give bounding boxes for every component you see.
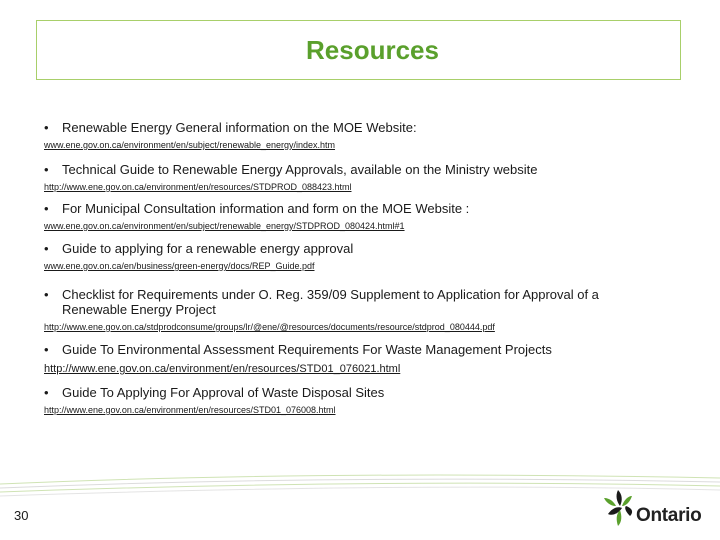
bullet: • (44, 120, 49, 135)
bullet: • (44, 342, 49, 357)
resource-item-2 (44, 162, 537, 192)
ontario-logo-text: Ontario (636, 505, 702, 526)
resource-link[interactable]: http://www.ene.gov.on.ca/environment/en/resources/STDPROD_088423.html (44, 182, 352, 192)
resource-item-text: For Municipal Consultation information and form on the MOE Website : (62, 201, 470, 216)
bullet: • (44, 241, 49, 256)
resource-link[interactable]: www.ene.gov.on.ca/environment/en/subject/renewable_energy/STDPROD_080424.html#1 (44, 221, 405, 231)
bullet: • (44, 162, 49, 177)
resource-item-7 (44, 385, 384, 415)
resource-item-text: Checklist for Requirements under O. Reg. 359/09 Supplement to Application for Approval of a Renewable Energy Project (62, 287, 599, 317)
title-box (36, 20, 681, 80)
resource-item-text: Guide to applying for a renewable energy approval (62, 241, 354, 256)
resource-item-1 (44, 120, 417, 150)
resource-item-text: Guide To Applying For Approval of Waste Disposal Sites (62, 385, 385, 400)
resource-link[interactable]: www.ene.gov.on.ca/en/business/green-energy/docs/REP_Guide.pdf (44, 261, 315, 271)
page-title: Resources (306, 34, 439, 65)
resource-item-4 (44, 241, 353, 271)
resource-item-text: Renewable Energy General information on the MOE Website: (62, 120, 417, 135)
page-number: 30 (14, 508, 29, 523)
resource-link[interactable]: http://www.ene.gov.on.ca/environment/en/resources/STD01_076008.html (44, 405, 336, 415)
resource-item-text: Technical Guide to Renewable Energy Approvals, available on the Ministry website (62, 162, 538, 177)
bullet: • (44, 287, 49, 302)
resource-link[interactable]: http://www.ene.gov.on.ca/environment/en/resources/STD01_076021.html (44, 363, 401, 375)
resource-item-6 (44, 342, 552, 375)
resource-item-text: Guide To Environmental Assessment Requirements For Waste Management Projects (62, 342, 552, 357)
bullet: • (44, 201, 49, 216)
resource-link[interactable]: http://www.ene.gov.on.ca/stdprodconsume/groups/lr/@ene/@resources/documents/resource/stdprod_080444.pdf (44, 322, 495, 332)
resource-item-5 (44, 287, 654, 332)
resource-item-3 (44, 201, 469, 231)
resource-link[interactable]: www.ene.gov.on.ca/environment/en/subject/renewable_energy/index.htm (44, 140, 336, 150)
bullet: • (44, 385, 49, 400)
